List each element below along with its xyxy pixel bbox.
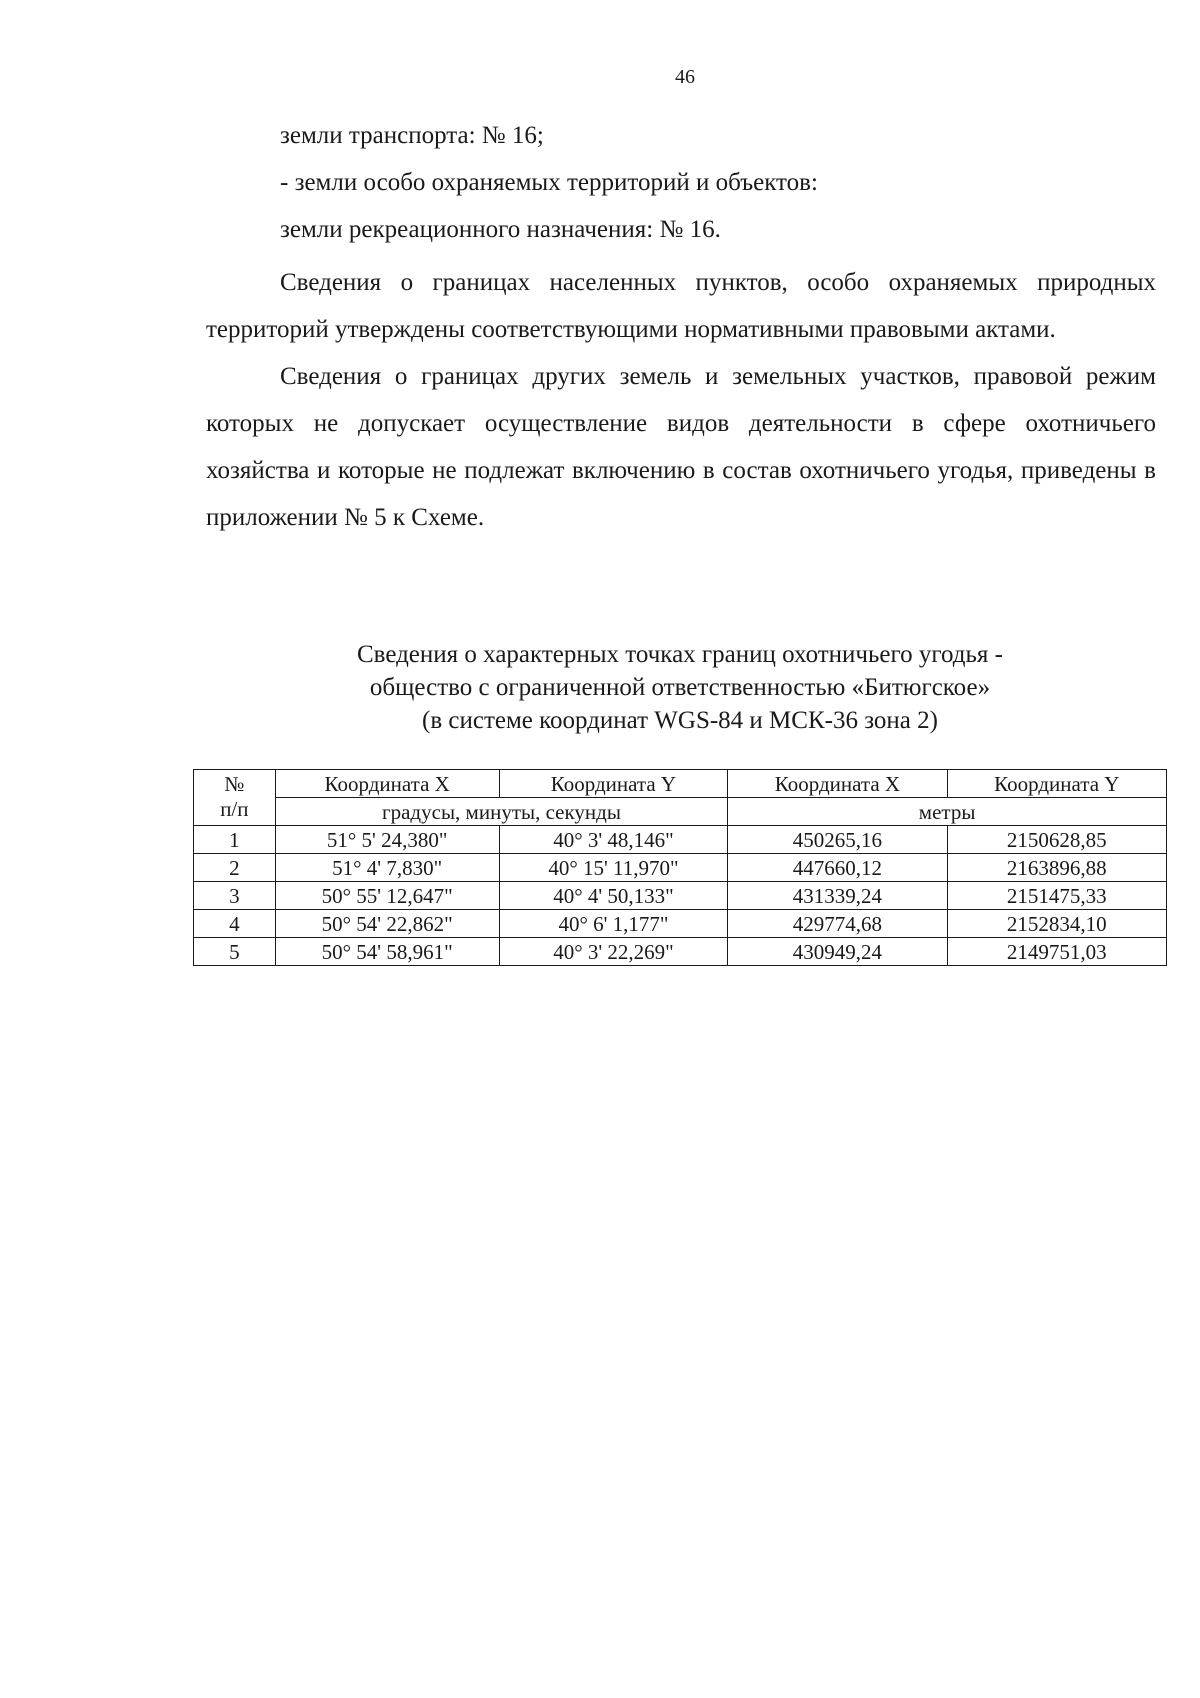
header-deg-x: Координата X [275,770,499,798]
table-title-line-2: общество с ограниченной ответственностью «Битюгское» [369,674,991,701]
table-row [194,938,1167,966]
body-text [206,259,1156,541]
cell-number: 4 [194,910,276,938]
cell-deg-x: 50° 54' 58,961" [275,938,499,966]
page-number: 46 [675,66,695,88]
table-title [180,638,1180,737]
line-recreation-lands: земли рекреационного назначения: № 16. [280,216,721,243]
land-categories-list [206,112,1156,253]
table-row [194,882,1167,910]
header-deg-y: Координата Y [499,770,728,798]
header-m-y: Координата Y [947,770,1166,798]
header-deg-units: градусы, минуты, секунды [275,798,728,826]
cell-m-x: 430949,24 [728,938,947,966]
table-header-row [194,770,1167,798]
table-row [194,910,1167,938]
cell-deg-x: 51° 5' 24,380" [275,826,499,854]
cell-deg-y: 40° 3' 48,146" [499,826,728,854]
paragraph-settlement-borders: Сведения о границах населенных пунктов, особо охраняемых природных территорий утверждены соответствующими нормативными правовыми актами. [206,269,1156,343]
cell-deg-y: 40° 3' 22,269" [499,938,728,966]
cell-deg-y: 40° 4' 50,133" [499,882,728,910]
table-title-line-3: (в системе координат WGS-84 и МСК-36 зона 2) [422,707,938,734]
header-number [194,770,276,826]
cell-m-y: 2163896,88 [947,854,1166,882]
header-m-units: метры [728,798,1167,826]
cell-number: 5 [194,938,276,966]
table-units-row [194,798,1167,826]
table-row [194,854,1167,882]
cell-m-x: 447660,12 [728,854,947,882]
coordinates-table [193,769,1167,966]
cell-m-x: 429774,68 [728,910,947,938]
header-number-symbol: № [224,772,245,796]
cell-number: 1 [194,826,276,854]
header-number-abbr: п/п [220,797,249,821]
cell-m-y: 2151475,33 [947,882,1166,910]
cell-deg-y: 40° 6' 1,177" [499,910,728,938]
cell-m-y: 2149751,03 [947,938,1166,966]
cell-deg-x: 51° 4' 7,830" [275,854,499,882]
cell-number: 2 [194,854,276,882]
cell-number: 3 [194,882,276,910]
cell-deg-y: 40° 15' 11,970" [499,854,728,882]
cell-deg-x: 50° 54' 22,862" [275,910,499,938]
cell-m-x: 431339,24 [728,882,947,910]
cell-m-x: 450265,16 [728,826,947,854]
cell-m-y: 2152834,10 [947,910,1166,938]
line-protected-lands: - земли особо охраняемых территорий и объектов: [280,169,818,196]
table-row [194,826,1167,854]
paragraph-other-lands: Сведения о границах других земель и земельных участков, правовой режим которых не допускает осуществление видов деятельности в сфере охотничьего хозяйства и которые не подлежат включению в состав охотничьего угодья, приведены в приложении № 5 к Схеме. [206,363,1156,531]
header-m-x: Координата X [728,770,947,798]
cell-m-y: 2150628,85 [947,826,1166,854]
line-transport-lands: земли транспорта: № 16; [280,122,544,149]
cell-deg-x: 50° 55' 12,647" [275,882,499,910]
table-title-line-1: Сведения о характерных точках границ охотничьего угодья - [356,641,1003,668]
